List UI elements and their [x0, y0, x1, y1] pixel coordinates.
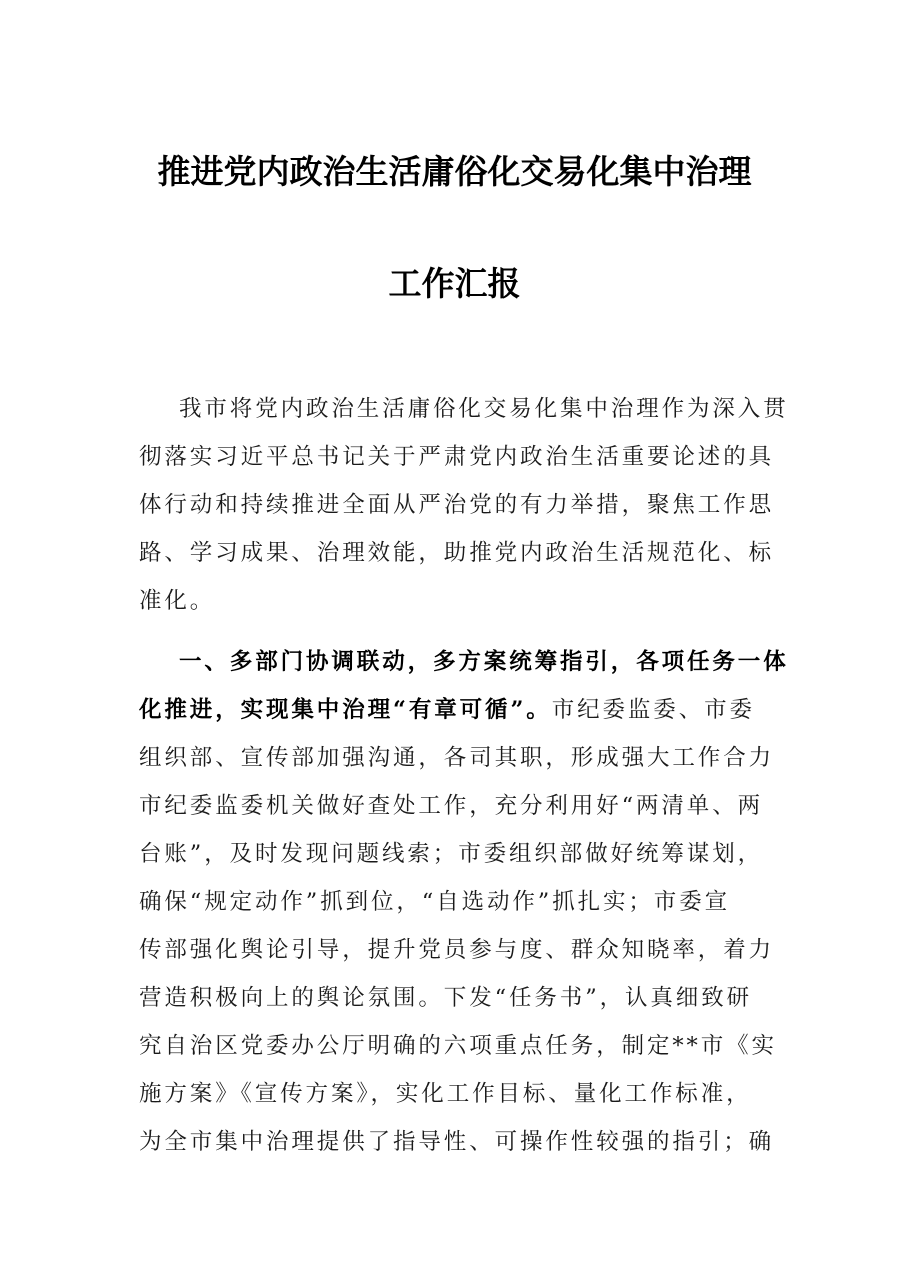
intro-line: 体行动和持续推进全面从严治党的有力举措，聚焦工作思 — [139, 492, 775, 518]
paragraph-line: 施方案》《宣传方案》，实化工作目标、量化工作标准， — [139, 1081, 752, 1107]
paragraph-line: 组织部、宣传部加强沟通，各司其职，形成强大工作合力 — [139, 745, 775, 771]
section-heading-end: 化推进，实现集中治理“有章可循”。 — [139, 697, 552, 723]
intro-line: 准化。 — [139, 588, 216, 614]
paragraph-line: 台账”，及时发现问题线索；市委组织部做好统筹谋划， — [139, 841, 764, 867]
paragraph-line: 为全市集中治理提供了指导性、可操作性较强的指引；确 — [139, 1129, 775, 1155]
paragraph-text: 市纪委监委、市委 — [551, 697, 755, 723]
intro-line: 彻落实习近平总书记关于严肃党内政治生活重要论述的具 — [139, 444, 775, 470]
intro-line: 我市将党内政治生活庸俗化交易化集中治理作为深入贯 — [179, 396, 789, 422]
section-heading: 一、多部门协调联动，多方案统筹指引，各项任务一体 — [179, 649, 789, 675]
section-heading-continued — [139, 690, 755, 730]
paragraph-line: 传部强化舆论引导，提升党员参与度、群众知晓率，着力 — [139, 937, 775, 963]
paragraph-line: 究自治区党委办公厅明确的六项重点任务，制定**市《实 — [139, 1033, 777, 1059]
document-title-line-2: 工作汇报 — [388, 264, 521, 303]
paragraph-line: 市纪委监委机关做好查处工作，充分利用好“两清单、两 — [139, 793, 764, 819]
intro-line: 路、学习成果、治理效能，助推党内政治生活规范化、标 — [139, 540, 775, 566]
paragraph-line: 确保“规定动作”抓到位，“自选动作”抓扎实；市委宣 — [139, 889, 731, 915]
document-title-line-1: 推进党内政治生活庸俗化交易化集中治理 — [157, 152, 752, 191]
paragraph-line: 营造积极向上的舆论氛围。下发“任务书”，认真细致研 — [139, 985, 753, 1011]
